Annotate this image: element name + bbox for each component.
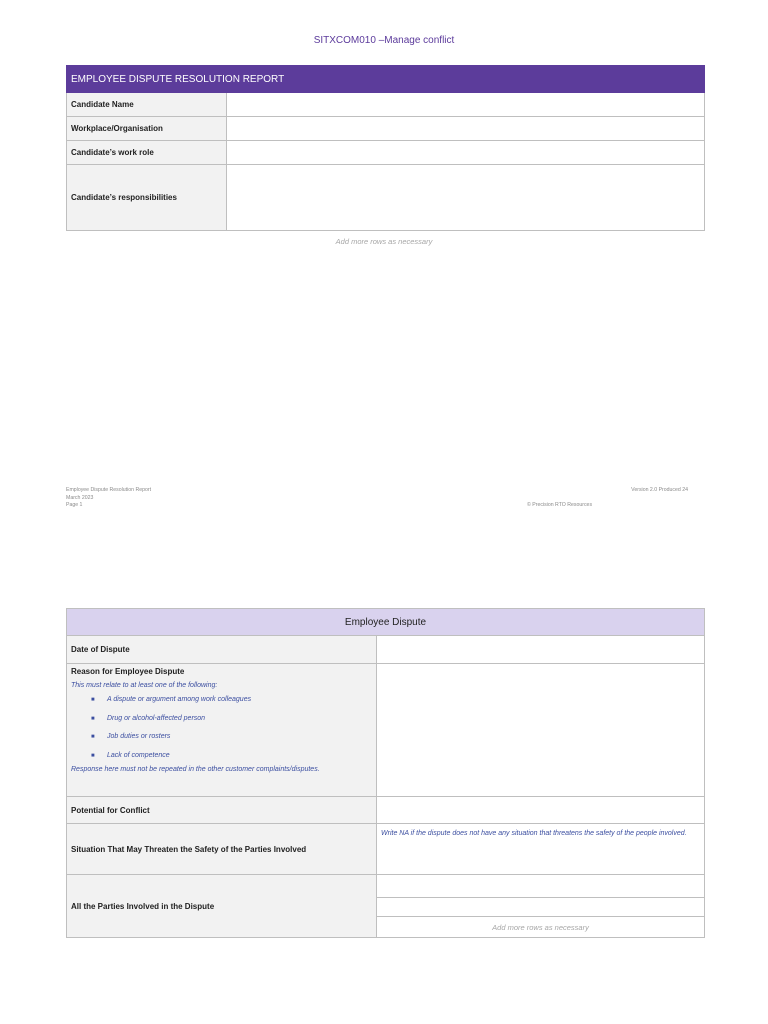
work-role-label: Candidate’s work role	[67, 141, 227, 165]
dispute-table-header-row	[67, 609, 705, 636]
potential-conflict-field[interactable]	[377, 797, 705, 824]
table-row	[67, 117, 705, 141]
parties-field-1[interactable]	[377, 875, 705, 898]
safety-hint: Write NA if the dispute does not have any situation that threatens the safety of the people involved.	[381, 830, 687, 837]
responsibilities-field[interactable]	[227, 165, 705, 231]
safety-label: Situation That May Threaten the Safety of the Parties Involved	[67, 824, 377, 875]
list-item: ■ A dispute or argument among work colleagues	[91, 691, 372, 710]
candidate-name-field[interactable]	[227, 93, 705, 117]
list-item: ■ Job duties or rosters	[91, 728, 372, 747]
table-row	[67, 824, 705, 875]
bullet-icon: ■	[91, 715, 95, 722]
footer-copyright: © Precision RTO Resources	[527, 502, 593, 508]
report-table	[66, 65, 705, 231]
table-row	[67, 664, 705, 797]
table-row	[67, 636, 705, 664]
report-table-header-row	[67, 66, 705, 93]
workplace-label: Workplace/Organisation	[67, 117, 227, 141]
parties-field-2[interactable]	[377, 898, 705, 917]
list-item: ■ Drug or alcohol-affected person	[91, 710, 372, 729]
footer-date: March 2023	[66, 494, 94, 501]
parties-label: All the Parties Involved in the Dispute	[67, 875, 377, 938]
add-rows-note: Add more rows as necessary	[335, 237, 433, 246]
parties-add-rows-note: Add more rows as necessary	[377, 917, 705, 938]
footer-left	[66, 487, 151, 510]
work-role-field[interactable]	[227, 141, 705, 165]
responsibilities-label: Candidate’s responsibilities	[67, 165, 227, 231]
potential-conflict-label: Potential for Conflict	[67, 797, 377, 824]
dispute-table	[66, 608, 705, 938]
workplace-field[interactable]	[227, 117, 705, 141]
footer-doc-name: Employee Dispute Resolution Report	[66, 487, 152, 493]
table-row	[67, 141, 705, 165]
safety-field[interactable]	[377, 824, 705, 875]
footer-page: Page 1	[66, 502, 83, 508]
candidate-name-label: Candidate Name	[67, 93, 227, 117]
report-table-heading: EMPLOYEE DISPUTE RESOLUTION REPORT	[67, 66, 705, 93]
reason-intro: This must relate to at least one of the following:	[71, 682, 218, 689]
table-row	[67, 797, 705, 824]
bullet-icon: ■	[91, 752, 95, 759]
table-row	[67, 875, 705, 898]
date-of-dispute-field[interactable]	[377, 636, 705, 664]
footer-right	[540, 487, 688, 495]
reason-cell	[67, 664, 377, 797]
page-title: SITXCOM010 –Manage conflict	[313, 35, 455, 46]
bullet-icon: ■	[91, 697, 95, 703]
bullet-icon: ■	[91, 734, 95, 740]
reason-title: Reason for Employee Dispute	[71, 667, 185, 676]
list-item: ■ Lack of competence	[91, 747, 372, 766]
dispute-table-heading: Employee Dispute	[67, 609, 705, 636]
table-row	[67, 93, 705, 117]
date-of-dispute-label: Date of Dispute	[67, 636, 377, 664]
reason-outro: Response here must not be repeated in the other customer complaints/disputes.	[71, 766, 320, 773]
reason-list	[71, 691, 372, 765]
table-row	[67, 165, 705, 231]
footer-version: Version 2.0 Produced 24	[631, 487, 688, 493]
reason-field[interactable]	[377, 664, 705, 797]
